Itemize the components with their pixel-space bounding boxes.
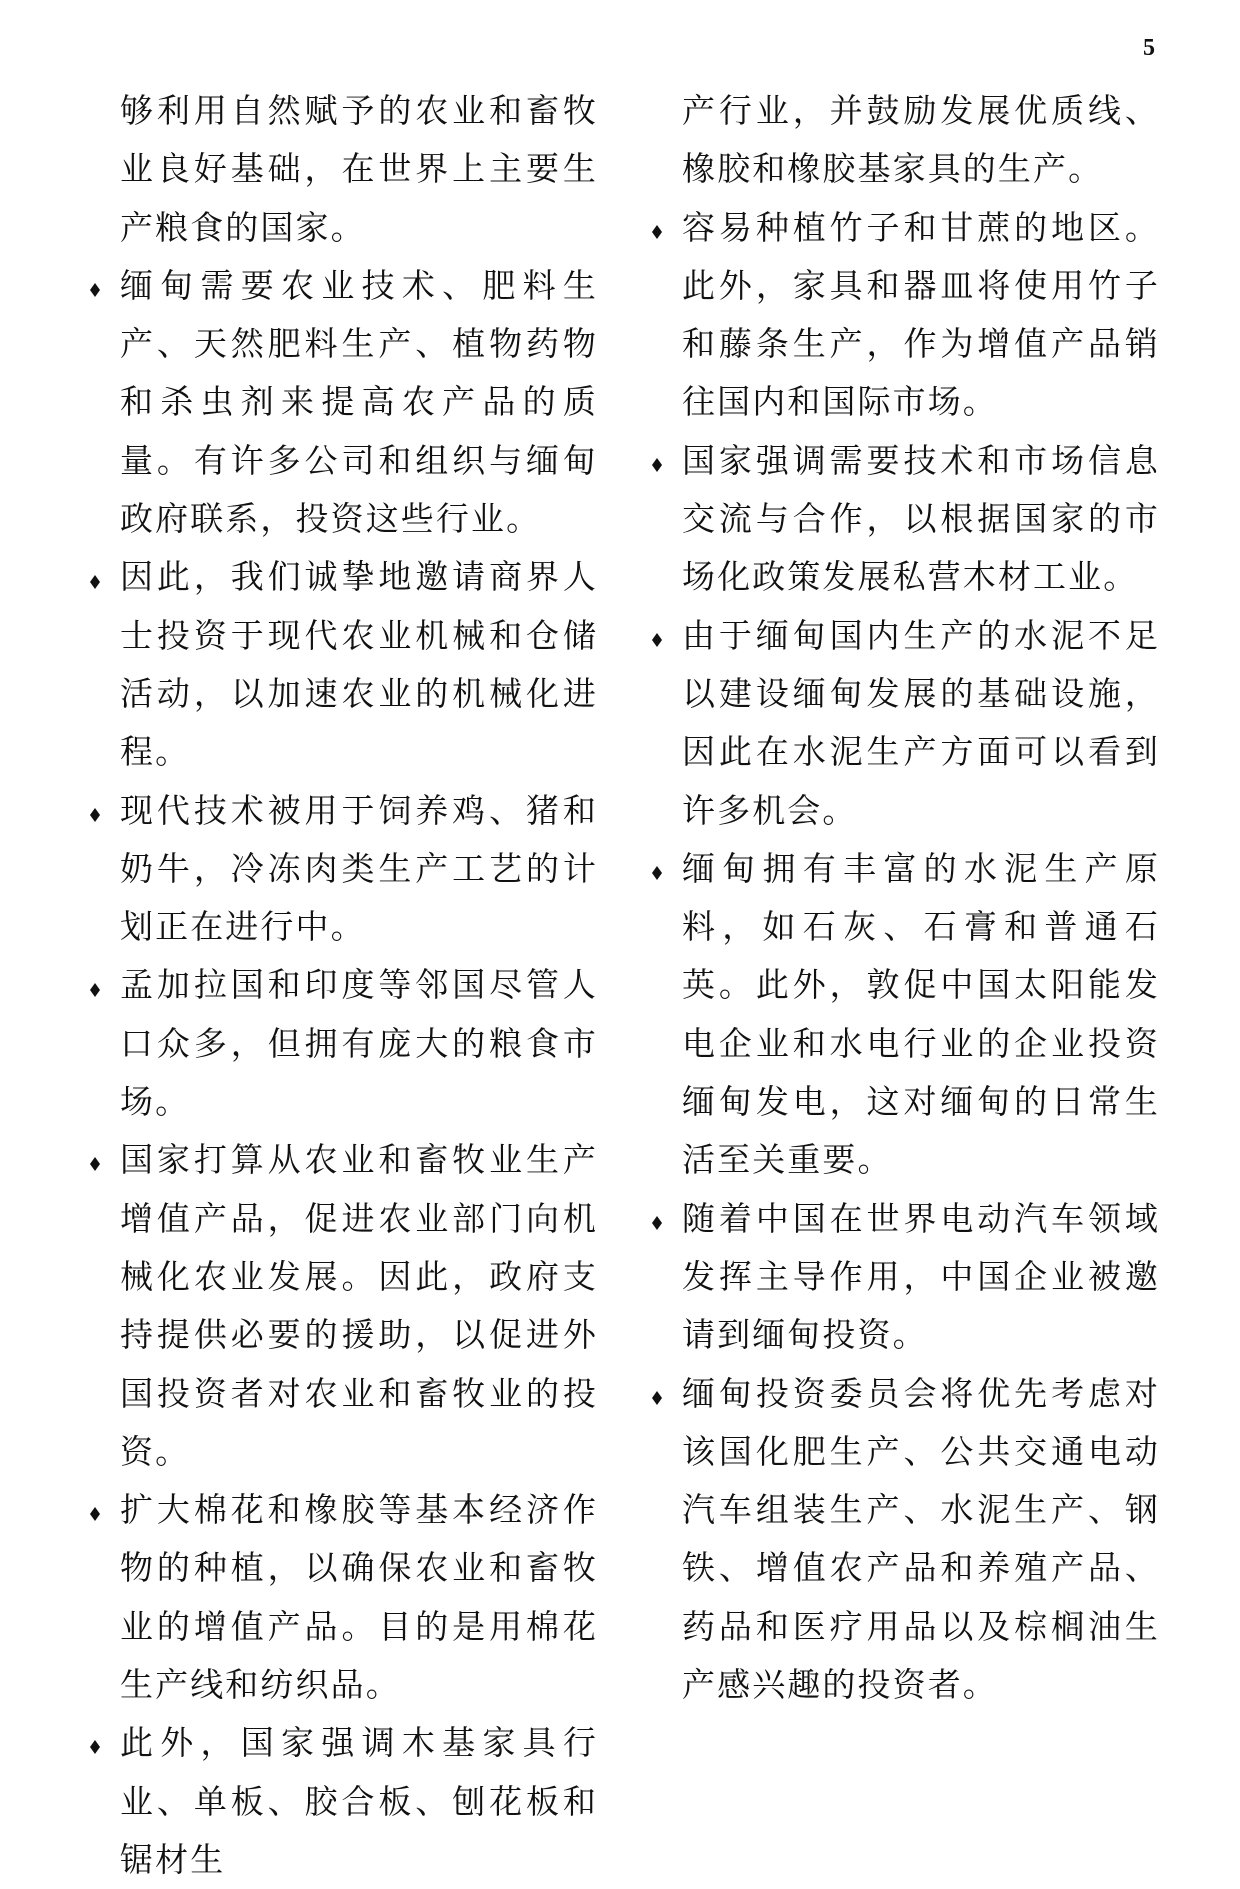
list-item-text: 缅甸拥有丰富的水泥生产原料，如石灰、石膏和普通石英。此外，敦促中国太阳能发电企业和水电行业的企业投资缅甸发电，这对缅甸的日常生活至关重要。 [682,848,1160,1180]
list-item-text: 国家打算从农业和畜牧业生产增值产品，促进农业部门向机械化农业发展。因此，政府支持提供必要的援助，以促进外国投资者对农业和畜牧业的投资。 [120,1140,598,1471]
list-item-text: 此外，国家强调木基家具行业、单板、胶合板、刨花板和锯材生 [120,1723,598,1879]
list-item [120,1481,598,1714]
list-item [120,956,598,1131]
list-item-text: 容易种植竹子和甘蔗的地区。此外，家具和器皿将使用竹子和藤条生产，作为增值产品销往国内和国际市场。 [682,207,1160,422]
left-bullet-list [120,257,598,1889]
list-item [120,257,598,548]
right-bullet-list [682,199,1160,1715]
diamond-bullet-icon [650,607,664,665]
list-item-text: 扩大棉花和橡胶等基本经济作物的种植，以确保农业和畜牧业的增值产品。目的是用棉花生产线和纺织品。 [120,1490,598,1705]
diamond-bullet-icon [650,199,664,257]
list-item [682,199,1160,432]
right-intro-continuation: 产行业，并鼓励发展优质线、橡胶和橡胶基家具的生产。 [682,91,1160,189]
diamond-bullet-icon [650,840,664,898]
diamond-bullet-icon [88,1481,102,1539]
diamond-bullet-icon [650,1365,664,1423]
diamond-bullet-icon [650,432,664,490]
diamond-bullet-icon [88,257,102,315]
list-item [120,548,598,781]
list-item-text: 国家强调需要技术和市场信息交流与合作，以根据国家的市场化政策发展私营木材工业。 [682,440,1160,597]
list-item-text: 因此，我们诚挚地邀请商界人士投资于现代农业机械和仓储活动，以加速农业的机械化进程。 [120,557,598,772]
list-item [682,840,1160,1190]
list-item-text: 随着中国在世界电动汽车领域发挥主导作用，中国企业被邀请到缅甸投资。 [682,1198,1160,1355]
list-item [120,1714,598,1889]
diamond-bullet-icon [88,782,102,840]
diamond-bullet-icon [650,1190,664,1248]
diamond-bullet-icon [88,1714,102,1772]
page-number: 5 [1143,35,1155,61]
right-column [682,82,1160,1714]
list-item [682,607,1160,840]
list-item [682,1190,1160,1365]
list-item [120,1131,598,1481]
list-item-text: 由于缅甸国内生产的水泥不足以建设缅甸发展的基础设施，因此在水泥生产方面可以看到许多机会。 [682,615,1160,830]
list-item [682,1365,1160,1715]
diamond-bullet-icon [88,1131,102,1189]
list-item [682,432,1160,607]
list-item-text: 孟加拉国和印度等邻国尽管人口众多，但拥有庞大的粮食市场。 [120,965,598,1122]
list-item-text: 缅甸投资委员会将优先考虑对该国化肥生产、公共交通电动汽车组装生产、水泥生产、钢铁、增值农产品和养殖产品、药品和医疗用品以及棕榈油生产感兴趣的投资者。 [682,1373,1160,1705]
diamond-bullet-icon [88,956,102,1014]
list-item-text: 现代技术被用于饲养鸡、猪和奶牛，冷冻肉类生产工艺的计划正在进行中。 [120,790,598,947]
list-item [120,782,598,957]
list-item-text: 缅甸需要农业技术、肥料生产、天然肥料生产、植物药物和杀虫剂来提高农产品的质量。有许多公司和组织与缅甸政府联系，投资这些行业。 [120,265,598,539]
left-intro-continuation: 够利用自然赋予的农业和畜牧业良好基础，在世界上主要生产粮食的国家。 [120,91,598,247]
left-column [120,82,598,1889]
diamond-bullet-icon [88,548,102,606]
